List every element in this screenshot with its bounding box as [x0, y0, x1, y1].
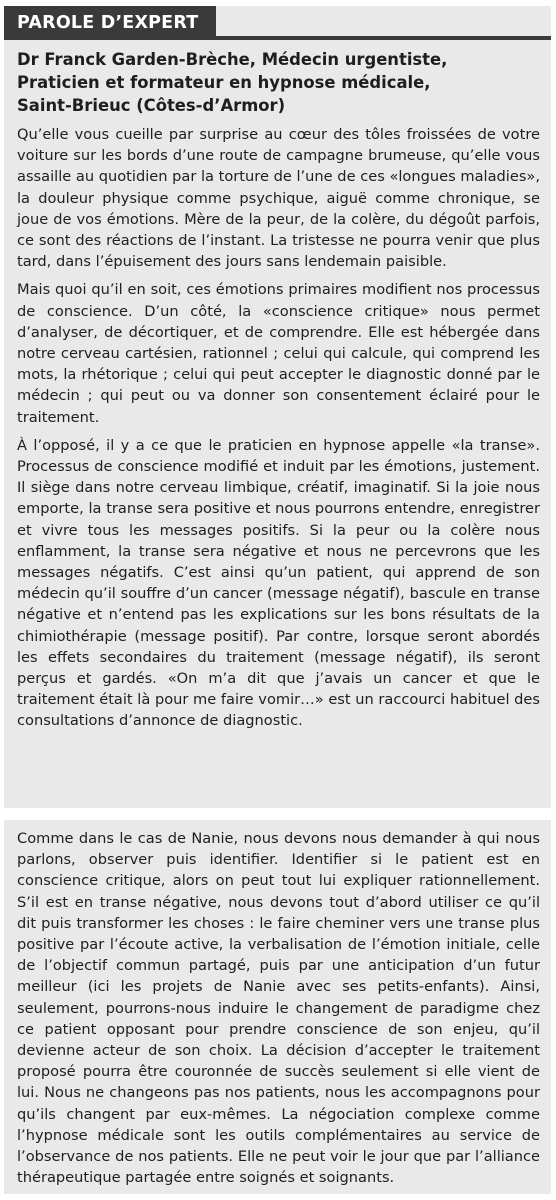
author-name-line: Dr Franck Garden-Brèche, Médecin urgentiste, — [17, 50, 448, 69]
column-break — [4, 808, 551, 820]
author-title-line: Praticien et formateur en hypnose médicale, — [17, 73, 431, 92]
paragraph: Comme dans le cas de Nanie, nous devons nous demander à qui nous parlons, observer puis identifier. Identifier si le patient est en conscience critique, alors on peut tout lui expliquer rationnellement. S’il est en transe négative, nous devons tout d’abord utiliser ce qu’il dit puis transformer les choses : le faire cheminer vers une transe plus positive par l’écoute active, la verbalisation de l’émotion initiale, celle de l’objectif commun partagé, puis par une anticipation d’un futur meilleur (ici les projets de Nanie avec ses petits-enfants). Ainsi, seulement, pourrons-nous induire le changement de paradigme chez ce patient opposant pour prendre conscience de son enjeu, qu’il devienne acteur de son choix. La décision d’accepter le traitement proposé pourra être couronnée de succès seulement si elle vient de lui. Nous ne changeons pas nos patients, nous les accompagnons pour qu’ils changent par eux-mêmes. La négociation complexe comme l’hypnose médicale sont les outils complémentaires au service de l’observance de nos patients. Elle ne peut voir le jour que par l’alliance thérapeutique partagée entre soignés et soignants. — [17, 830, 540, 1187]
section-label: PAROLE D’EXPERT — [4, 6, 216, 40]
paragraph: À l’opposé, il y a ce que le praticien en hypnose appelle «la transe». Processus de conscience modifié et induit par les émotions, justement. Il siège dans notre cerveau limbique, créatif, imaginatif. Si la joie nous emporte, la transe sera positive et nous pourrons entendre, enregistrer et vivre tous les messages positifs. Si la peur ou la colère nous enflamment, la transe sera négative et nous ne percevrons que les messages négatifs. C’est ainsi qu’un patient, qui apprend de son médecin qu’il souffre d’un cancer (message négatif), bascule en transe négative et n’entend pas les explications sur les bons résultats de la chimiothérapie (message positif). Par contre, lorsque seront abordés les effets secondaires du traitement (message négatif), ils seront perçus et gardés. «On m’a dit que j’avais un cancer et que le traitement était là pour me faire vomir…» est un raccourci habituel des consultations d’annonce de diagnostic. — [17, 436, 540, 730]
author-block — [17, 48, 537, 117]
article-body-continued — [17, 828, 540, 1188]
paragraph: Mais quoi qu’il en soit, ces émotions primaires modifient nos processus de conscience. D’un côté, la «conscience critique» nous permet d’analyser, de décortiquer, et de comprendre. Elle est hébergée dans notre cerveau cartésien, rationnel ; celui qui calcule, qui comprend les mots, la rhétorique ; celui qui peut accepter le diagnostic donné par le médecin ; qui peut ou va donner son consentement éclairé pour le traitement. — [17, 281, 540, 426]
article-body — [17, 124, 540, 739]
author-location-line: Saint-Brieuc (Côtes-d’Armor) — [17, 96, 286, 115]
paragraph: Qu’elle vous cueille par surprise au cœur des tôles froissées de votre voiture sur les bords d’une route de campagne brumeuse, qu’elle vous assaille au quotidien par la torture de l’une de ces «longues maladies», la douleur physique comme psychique, aiguë comme chronique, se joue de vos émotions. Mère de la peur, de la colère, du dégoût parfois, ce sont des réactions de l’instant. La tristesse ne pourra venir que plus tard, dans l’épuisement des jours sans lendemain paisible. — [17, 126, 540, 271]
expert-box — [4, 6, 551, 1194]
